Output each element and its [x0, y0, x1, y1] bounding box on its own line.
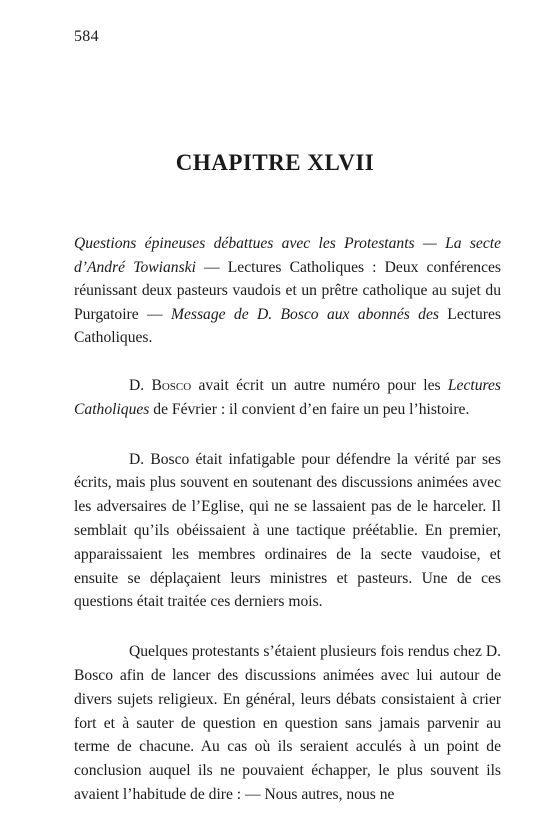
- paragraph-1-lead: D. Bosco: [129, 377, 192, 394]
- paragraph-1: [74, 374, 501, 422]
- paragraph-3: Quelques protestants s’étaient plusieurs fois rendus chez D. Bosco afin de lancer des discussions animées avec lui autour de divers sujets religieux. En général, leurs débats consistaient à crier fort et à sauter de question en question sans jamais parvenir au terme de chacune. Au cas où ils seraient acculés à un point de conclusion auquel ils ne pouvaient échapper, le plus souvent ils avaient l’habitude de dire : — Nous autres, nous ne: [74, 643, 501, 803]
- chapter-summary: [74, 232, 501, 350]
- body-text: [74, 374, 501, 833]
- summary-italic-2: Message de D. Bosco aux abonnés des: [170, 305, 439, 323]
- paragraph-2: D. Bosco était infatigable pour défendre la vérité par ses écrits, mais plus souvent en soutenant des discussions animées avec les adversaires de l’Eglise, qui ne se lassaient pas de le harceler. Il semblait qu’ils obéissaient à une tactique préétablie. En premier, apparaissaient les membres ordinaires de la secte vaudoise, et ensuite se déplaçaient leurs ministres et pasteurs. Une de ces questions était traitée ces derniers mois.: [74, 450, 501, 611]
- summary-italic-1: Questions épineuses débattues avec les Protestants — La secte d’André Towianski: [74, 235, 501, 276]
- paragraph-1-text1: avait écrit un autre numéro pour les: [191, 377, 448, 394]
- summary-roman-2: Lectures Catholiques.: [74, 305, 501, 347]
- paragraph-1-italic: Lectures Catholiques: [74, 377, 501, 418]
- page-number: 584: [74, 28, 99, 45]
- chapter-title: CHAPITRE XLVII: [175, 150, 375, 175]
- summary-roman-1: — Lectures Catholiques : Deux conférences réunissant deux pasteurs vaudois et un prêtre catholique au sujet du Purgatoire —: [74, 258, 501, 323]
- paragraph-1-text2: de Février : il convient d’en faire un peu l’histoire.: [149, 400, 470, 418]
